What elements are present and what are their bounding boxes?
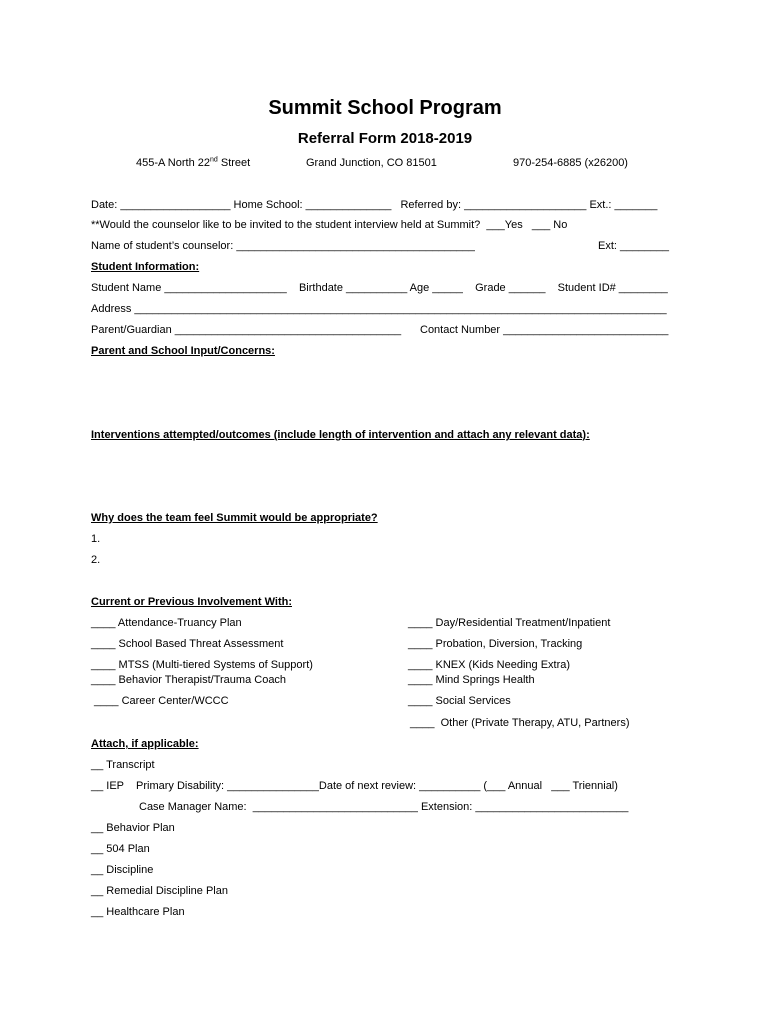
attach-transcript[interactable]: __ Transcript [91,759,155,771]
why-item-1: 1. [91,533,101,545]
case-manager-row[interactable]: Case Manager Name: ___________________________ Extension: _________________________ [139,801,629,813]
school-phone: 970-254-6885 (x26200) [513,157,628,169]
page-title: Summit School Program [268,97,502,119]
involvement-mind-springs[interactable]: ____ Mind Springs Health [408,674,535,686]
date-referral-row[interactable]: Date: __________________ Home School: ______________ Referred by: ____________________ Ext.: _______ [91,199,658,211]
attach-iep-row[interactable]: __ IEP Primary Disability: _______________Date of next review: __________ (___ Annual ___ Triennial) [91,780,618,792]
involvement-knex[interactable]: ____ KNEX (Kids Needing Extra) [408,659,571,671]
involvement-mtss[interactable]: ____ MTSS (Multi-tiered Systems of Support) [91,659,313,671]
attach-heading: Attach, if applicable: [91,738,199,750]
involvement-attendance[interactable]: ____ Attendance-Truancy Plan [91,617,242,629]
involvement-residential-treatment[interactable]: ____ Day/Residential Treatment/Inpatient [408,617,611,629]
attach-504-plan[interactable]: __ 504 Plan [91,843,150,855]
involvement-threat-assessment[interactable]: ____ School Based Threat Assessment [91,638,284,650]
page-subtitle: Referral Form 2018-2019 [297,130,473,147]
counselor-ext-field[interactable]: Ext: ________ [598,240,669,252]
school-address: 455-A North 22nd Street [136,156,251,169]
involvement-behavior-therapist[interactable]: ____ Behavior Therapist/Trauma Coach [91,674,287,686]
interventions-heading: Interventions attempted/outcomes (include length of intervention and attach any relevant data): [91,429,590,441]
involvement-career-center[interactable]: ____ Career Center/WCCC [91,695,229,707]
student-name-row[interactable]: Student Name ____________________ Birthdate __________ Age _____ Grade ______ Student ID# ________ [91,282,668,294]
counselor-invite-question[interactable]: **Would the counselor like to be invited to the student interview held at Summit? ___Yes ___ No [91,219,568,231]
school-city: Grand Junction, CO 81501 [306,157,437,169]
involvement-heading: Current or Previous Involvement With: [91,596,292,608]
involvement-other[interactable]: ____ Other (Private Therapy, ATU, Partners) [410,717,630,729]
contact-number-field[interactable]: Contact Number ___________________________ [420,324,669,336]
why-summit-heading: Why does the team feel Summit would be appropriate? [91,512,378,524]
attach-remedial-discipline[interactable]: __ Remedial Discipline Plan [91,885,228,897]
involvement-probation[interactable]: ____ Probation, Diversion, Tracking [408,638,583,650]
attach-behavior-plan[interactable]: __ Behavior Plan [91,822,175,834]
attach-healthcare-plan[interactable]: __ Healthcare Plan [91,906,185,918]
counselor-name-field[interactable]: Name of student’s counselor: _______________________________________ [91,240,475,252]
concerns-heading: Parent and School Input/Concerns: [91,345,275,357]
parent-guardian-field[interactable]: Parent/Guardian _____________________________________ [91,324,402,336]
involvement-social-services[interactable]: ____ Social Services [408,695,511,707]
attach-discipline[interactable]: __ Discipline [91,864,154,876]
student-info-heading: Student Information: [91,261,200,273]
address-row[interactable]: Address _______________________________________________________________________________________ [91,303,667,315]
why-item-2: 2. [91,554,101,566]
